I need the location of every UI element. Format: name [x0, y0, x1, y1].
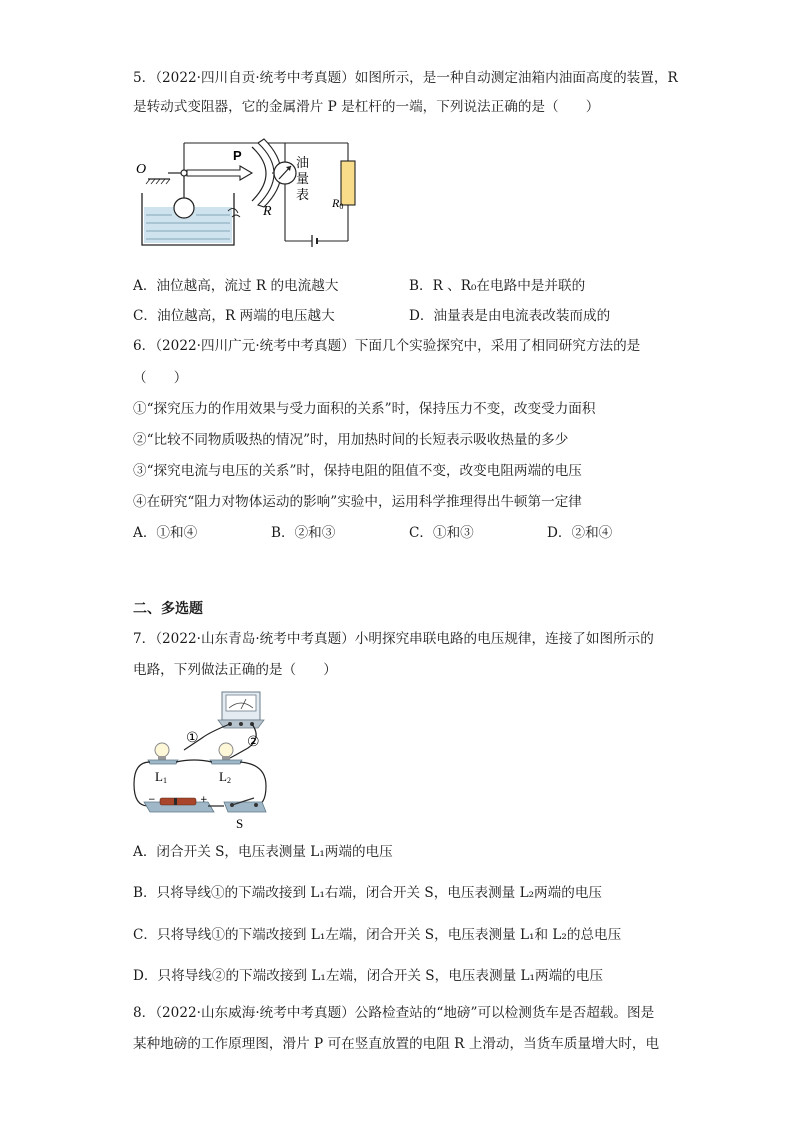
q6-stem-line-1: 6．（2022·四川广元·统考中考真题）下面几个实验探究中，采用了相同研究方法的是 — [133, 338, 641, 354]
q5-label-r0-sub: 0 — [339, 202, 344, 211]
q7-label-l2-sub: 2 — [226, 776, 231, 785]
q7-label-l1: L — [155, 769, 163, 784]
q6-item-1: ①“探究压力的作用效果与受力面积的关系”时，保持压力不变，改变受力面积 — [133, 401, 596, 417]
q7-option-a[interactable]: A．闭合开关 S，电压表测量 L₁两端的电压 — [133, 844, 393, 860]
q5-option-a[interactable]: A．油位越高，流过 R 的电流越大 — [133, 278, 339, 294]
q5-label-r0: R — [332, 196, 340, 210]
q5-option-d[interactable]: D．油量表是由电流表改装而成的 — [409, 308, 611, 324]
q5-meter-char-1: 油 — [296, 156, 310, 171]
q5-option-c[interactable]: C．油位越高，R 两端的电压越大 — [133, 308, 335, 324]
q6-stem-line-2: （ ） — [133, 370, 188, 386]
q7-stem-line-1: 7．（2022·山东青岛·统考中考真题）小明探究串联电路的电压规律，连接了如图所示的 — [133, 631, 654, 647]
q6-option-b[interactable]: B．②和③ — [271, 525, 336, 541]
q7-label-wire-2: ② — [247, 734, 260, 750]
q5-meter-char-2: 量 — [296, 172, 310, 187]
q7-label-l2: L — [219, 769, 227, 784]
q8-stem-line-2: 某种地磅的工作原理图，滑片 P 可在竖直放置的电阻 R 上滑动，当货车质量增大时，电 — [133, 1036, 660, 1052]
q7-battery-minus: − — [148, 795, 156, 805]
q5-stem-line-2: 是转动式变阻器，它的金属滑片 P 是杠杆的一端，下列说法正确的是（ ） — [133, 99, 600, 115]
q7-option-b[interactable]: B．只将导线①的下端改接到 L₁右端，闭合开关 S，电压表测量 L₂两端的电压 — [133, 885, 603, 901]
q7-option-c[interactable]: C．只将导线①的下端改接到 L₁左端，闭合开关 S，电压表测量 L₁和 L₂的总电压 — [133, 927, 622, 943]
q7-label-l1-sub: 1 — [162, 776, 167, 785]
q6-item-3: ③“探究电流与电压的关系”时，保持电阻的阻值不变，改变电阻两端的电压 — [133, 463, 582, 479]
q5-stem-line-1: 5．（2022·四川自贡·统考中考真题）如图所示，是一种自动测定油箱内油面高度的装置，R — [133, 70, 678, 86]
q6-option-c[interactable]: C．①和③ — [409, 525, 474, 541]
q6-item-4: ④在研究“阻力对物体运动的影响”实验中，运用科学推理得出牛顿第一定律 — [133, 494, 582, 510]
q5-label-o: O — [136, 162, 147, 177]
q7-battery-plus: + — [200, 795, 208, 805]
q8-stem-line-1: 8．（2022·山东威海·统考中考真题）公路检查站的“地磅”可以检测货车是否超载。图是 — [133, 1005, 655, 1021]
q7-stem-line-2: 电路，下列做法正确的是（ ） — [133, 662, 337, 678]
svg-text:L2 — [219, 769, 231, 785]
svg-text:L1 — [155, 769, 167, 785]
q7-option-d[interactable]: D．只将导线②的下端改接到 L₁左端，闭合开关 S，电压表测量 L₁两端的电压 — [133, 968, 603, 984]
q7-label-s: S — [236, 816, 244, 831]
q6-option-d[interactable]: D．②和④ — [547, 525, 613, 541]
q7-series-circuit-figure — [130, 688, 280, 833]
q5-label-r: R — [263, 204, 272, 219]
q5-option-b[interactable]: B．R 、R₀在电路中是并联的 — [409, 278, 586, 294]
q5-label-p: P — [233, 148, 242, 163]
q7-label-wire-1: ① — [186, 730, 199, 746]
q6-option-a[interactable]: A．①和④ — [133, 525, 198, 541]
q5-meter-char-3: 表 — [296, 188, 310, 203]
q5-oil-gauge-figure — [130, 135, 360, 250]
section-heading-multiple-choice: 二、多选题 — [133, 601, 203, 617]
q6-item-2: ②“比较不同物质吸热的情况”时，用加热时间的长短表示吸收热量的多少 — [133, 432, 569, 448]
